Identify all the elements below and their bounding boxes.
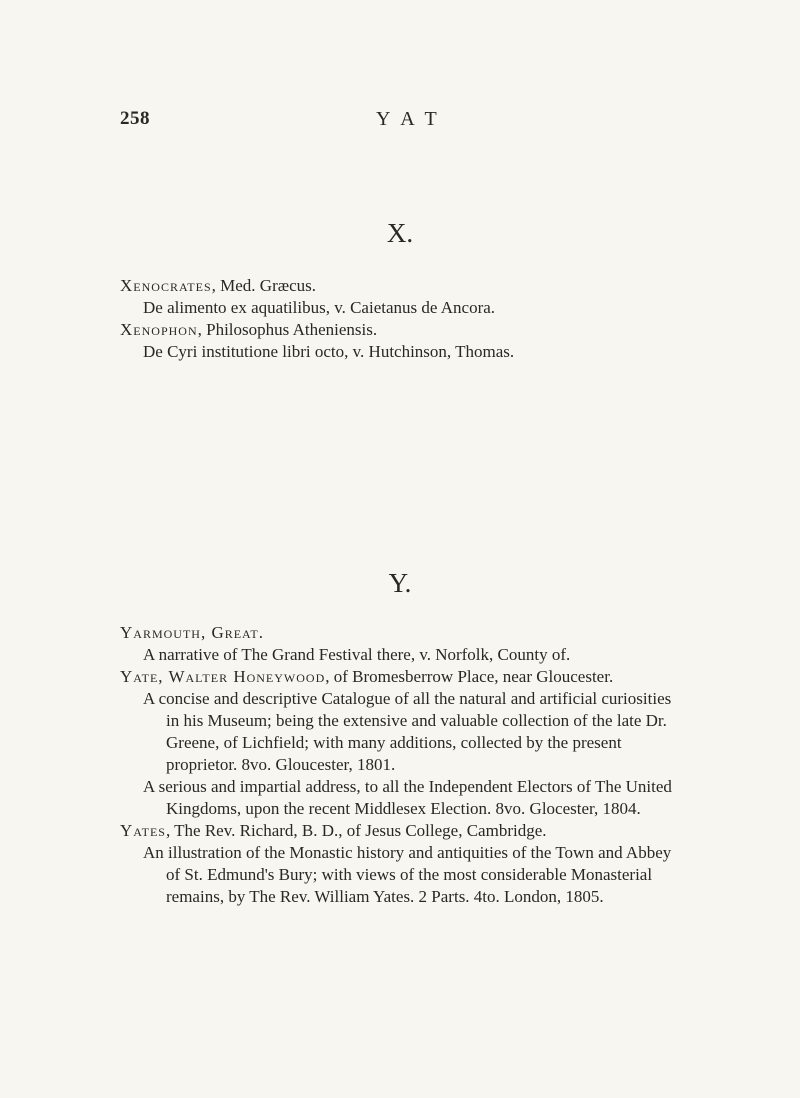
running-head: YAT [376, 108, 449, 130]
entry-heading-xenocrates: Xenocrates, Med. Græcus. [120, 276, 316, 295]
section-heading-y: Y. [388, 568, 412, 598]
entry-work: A serious and impartial address, to all the Independent Electors of The United Kingdoms, upon the recent Middlesex Election. 8vo. Glocester, 1804. [143, 777, 672, 818]
entry-work: An illustration of the Monastic history and antiquities of the Town and Abbey of St. Edmund's Bury; with views of the most considerable Monasterial remains, by The Rev. William Yates. 2 Parts. 4to. London, 1805. [143, 843, 672, 906]
entry-heading-xenophon: Xenophon, Philosophus Atheniensis. [120, 320, 378, 339]
section-y-entries [120, 622, 680, 908]
entry-work: De alimento ex aquatilibus, v. Caietanus de Ancora. [143, 298, 496, 317]
page-header [0, 108, 800, 138]
entry-heading-yate: Yate, Walter Honeywood, of Bromesberrow Place, near Gloucester. [120, 667, 614, 686]
entry-work: A concise and descriptive Catalogue of all the natural and artificial curiosities in his Museum; being the extensive and valuable collection of the late Dr. Greene, of Lichfield; with many additions, collected by the present proprietor. 8vo. Gloucester, 1801. [143, 689, 672, 774]
page-number: 258 [120, 108, 150, 129]
entry-heading-yarmouth: Yarmouth, Great. [120, 623, 263, 642]
section-x-entries [120, 275, 680, 363]
section-heading-x: X. [386, 218, 414, 248]
entry-work: A narrative of The Grand Festival there, v. Norfolk, County of. [143, 645, 571, 664]
entry-heading-yates: Yates, The Rev. Richard, B. D., of Jesus College, Cambridge. [120, 821, 547, 840]
entry-work: De Cyri institutione libri octo, v. Hutchinson, Thomas. [143, 342, 515, 361]
